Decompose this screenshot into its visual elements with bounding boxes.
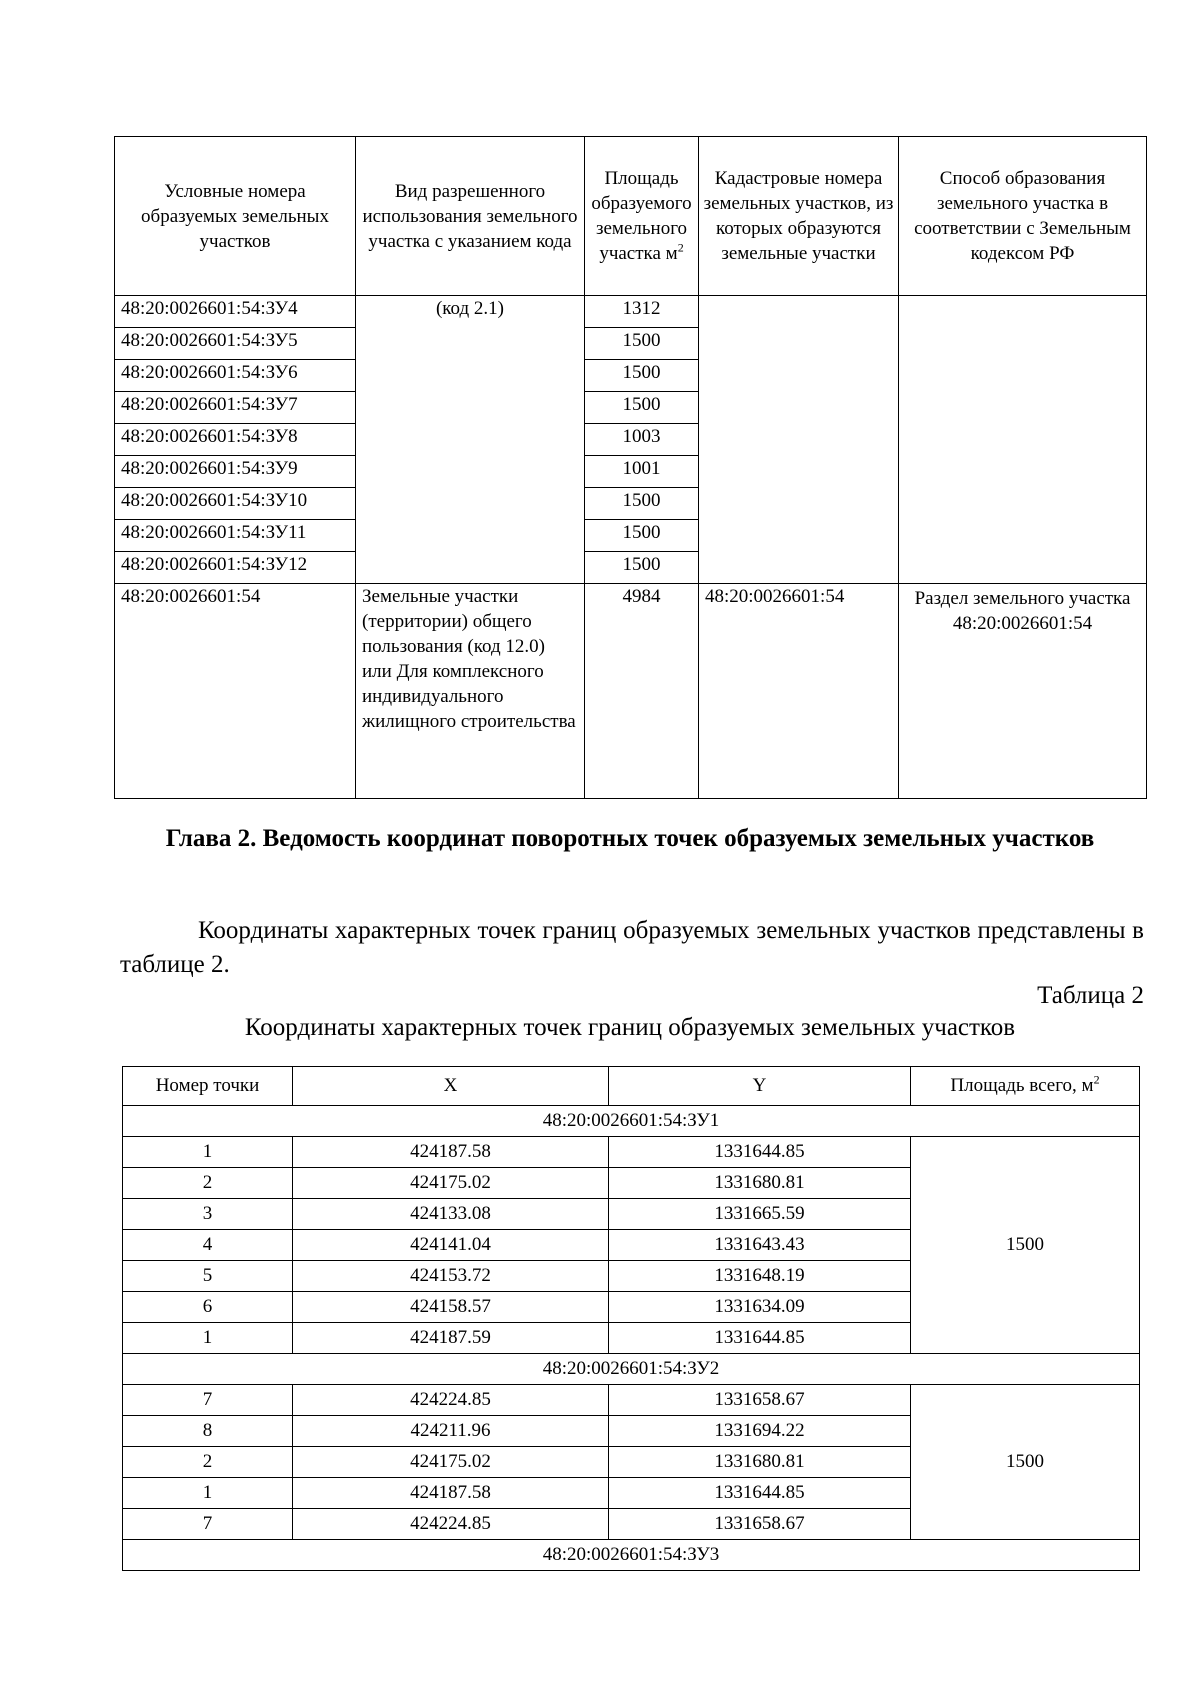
point-y: 1331643.43: [609, 1230, 911, 1261]
point-number: 8: [123, 1416, 293, 1447]
point-y: 1331665.59: [609, 1199, 911, 1230]
point-x: 424141.04: [293, 1230, 609, 1261]
point-x: 424187.59: [293, 1323, 609, 1354]
plot-area: 1500: [585, 360, 699, 392]
point-x: 424224.85: [293, 1509, 609, 1540]
header-plot-numbers: Условные номера образуемых земельных участков: [115, 137, 356, 296]
point-y: 1331658.67: [609, 1385, 911, 1416]
plot-area: 1003: [585, 424, 699, 456]
group-row: [123, 1540, 1140, 1571]
point-number: 2: [123, 1168, 293, 1199]
plot-id: 48:20:0026601:54:ЗУ8: [115, 424, 356, 456]
point-number: 1: [123, 1478, 293, 1509]
plot-area: 1500: [585, 520, 699, 552]
point-number: 3: [123, 1199, 293, 1230]
header-formation-method: Способ образования земельного участка в соответствии с Земельным кодексом РФ: [899, 137, 1147, 296]
plot-id: 48:20:0026601:54:ЗУ11: [115, 520, 356, 552]
parent-plot-id: 48:20:0026601:54: [115, 584, 356, 799]
header-y: Y: [609, 1067, 911, 1106]
land-plots-table: [114, 136, 1147, 799]
table-row: [123, 1385, 1140, 1416]
group-name: 48:20:0026601:54:ЗУ3: [123, 1540, 1140, 1571]
plot-area: 1500: [585, 552, 699, 584]
point-number: 6: [123, 1292, 293, 1323]
point-number: 7: [123, 1385, 293, 1416]
permitted-use-cell: (код 2.1): [356, 296, 585, 584]
plot-id: 48:20:0026601:54:ЗУ5: [115, 328, 356, 360]
point-x: 424175.02: [293, 1447, 609, 1478]
cadastral-cell-empty: [699, 296, 899, 584]
point-y: 1331648.19: [609, 1261, 911, 1292]
table-row: [115, 296, 1147, 328]
point-y: 1331680.81: [609, 1447, 911, 1478]
group-row: [123, 1106, 1140, 1137]
plot-area: 1500: [585, 392, 699, 424]
plot-area: 1312: [585, 296, 699, 328]
formation-method: Раздел земельного участка 48:20:0026601:54: [899, 584, 1147, 799]
header-permitted-use: Вид разрешенного использования земельного участка с указанием кода: [356, 137, 585, 296]
plot-id: 48:20:0026601:54:ЗУ12: [115, 552, 356, 584]
plot-id: 48:20:0026601:54:ЗУ10: [115, 488, 356, 520]
header-point-number: Номер точки: [123, 1067, 293, 1106]
plot-id: 48:20:0026601:54:ЗУ4: [115, 296, 356, 328]
method-cell-empty: [899, 296, 1147, 584]
header-x: X: [293, 1067, 609, 1106]
point-number: 7: [123, 1509, 293, 1540]
plot-area: 1500: [585, 488, 699, 520]
group-area: 1500: [911, 1137, 1140, 1354]
chapter-title: Глава 2. Ведомость координат поворотных точек образуемых земельных участков: [165, 825, 1095, 852]
group-row: [123, 1354, 1140, 1385]
point-y: 1331644.85: [609, 1323, 911, 1354]
point-y: 1331634.09: [609, 1292, 911, 1323]
point-x: 424187.58: [293, 1478, 609, 1509]
header-total-area: Площадь всего, $м^2$: [911, 1067, 1140, 1106]
table-label: Таблица 2: [1037, 982, 1144, 1009]
table-caption: Координаты характерных точек границ образуемых земельных участков: [244, 1014, 1016, 1041]
point-x: 424175.02: [293, 1168, 609, 1199]
point-y: 1331694.22: [609, 1416, 911, 1447]
point-number: 2: [123, 1447, 293, 1478]
plot-area: 1001: [585, 456, 699, 488]
parent-permitted-use: Земельные участки (территории) общего пользования (код 12.0) или Для комплексного индивидуального жилищного строительства: [356, 584, 585, 799]
point-y: 1331658.67: [609, 1509, 911, 1540]
point-number: 1: [123, 1323, 293, 1354]
point-number: 1: [123, 1137, 293, 1168]
group-area: 1500: [911, 1385, 1140, 1540]
plot-area: 1500: [585, 328, 699, 360]
group-name: 48:20:0026601:54:ЗУ1: [123, 1106, 1140, 1137]
point-x: 424211.96: [293, 1416, 609, 1447]
point-x: 424224.85: [293, 1385, 609, 1416]
point-y: 1331644.85: [609, 1478, 911, 1509]
coordinates-table: [122, 1066, 1140, 1571]
plot-id: 48:20:0026601:54:ЗУ9: [115, 456, 356, 488]
point-x: 424187.58: [293, 1137, 609, 1168]
point-number: 4: [123, 1230, 293, 1261]
parent-cadastral-number: 48:20:0026601:54: [699, 584, 899, 799]
group-name: 48:20:0026601:54:ЗУ2: [123, 1354, 1140, 1385]
plot-id: 48:20:0026601:54:ЗУ7: [115, 392, 356, 424]
table-row: [115, 584, 1147, 799]
plot-id: 48:20:0026601:54:ЗУ6: [115, 360, 356, 392]
point-x: 424153.72: [293, 1261, 609, 1292]
chapter-paragraph: Координаты характерных точек границ образуемых земельных участков представлены в таблице 2.: [120, 917, 1144, 978]
header-area: Площадь образуемого земельного участка $м^2$: [585, 137, 699, 296]
point-x: 424158.57: [293, 1292, 609, 1323]
parent-plot-area: 4984: [585, 584, 699, 799]
point-y: 1331680.81: [609, 1168, 911, 1199]
point-number: 5: [123, 1261, 293, 1292]
table-row: [123, 1137, 1140, 1168]
point-x: 424133.08: [293, 1199, 609, 1230]
header-cadastral-numbers: Кадастровые номера земельных участков, из которых образуются земельные участки: [699, 137, 899, 296]
point-y: 1331644.85: [609, 1137, 911, 1168]
